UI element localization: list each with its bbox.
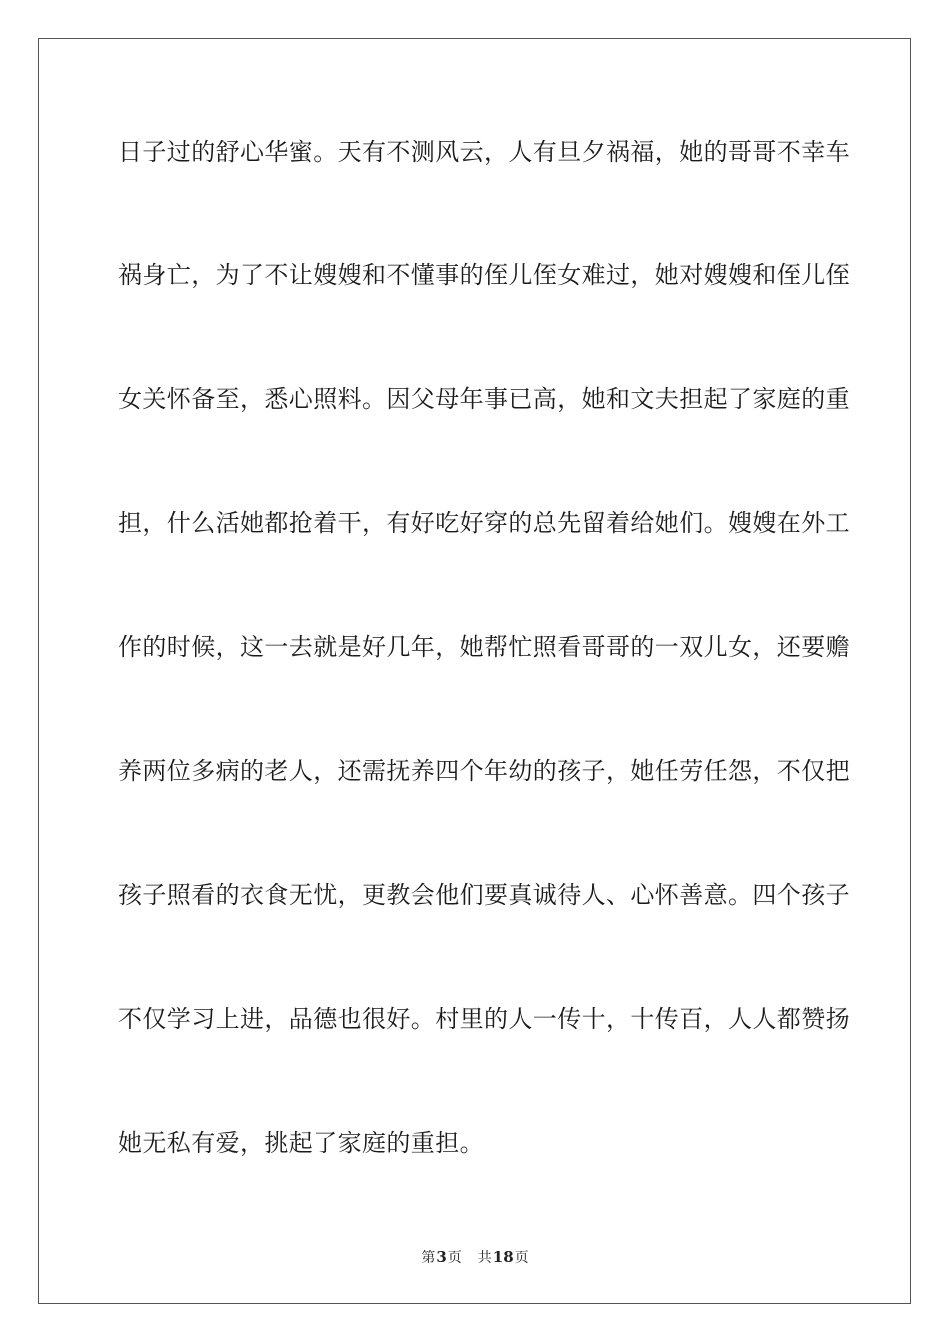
body-line-1: 日子过的舒心华蜜。天有不测风云，人有旦夕祸福，她的哥哥不幸车 (118, 138, 850, 166)
body-line-6: 养两位多病的老人，还需抚养四个年幼的孩子，她任劳任怨，不仅把 (118, 757, 850, 785)
page-footer (0, 1248, 950, 1267)
body-line-4: 担，什么活她都抢着干，有好吃好穿的总先留着给她们。嫂嫂在外工 (118, 509, 850, 537)
total-pages: 18 (492, 1248, 514, 1266)
total-prefix: 共 (477, 1250, 492, 1266)
body-line-9: 她无私有爱，挑起了家庭的重担。 (118, 1129, 484, 1157)
page-border (38, 38, 911, 1304)
body-line-2: 祸身亡，为了不让嫂嫂和不懂事的侄儿侄女难过，她对嫂嫂和侄儿侄 (118, 261, 850, 289)
page-prefix: 第 (421, 1250, 436, 1266)
body-line-3: 女关怀备至，悉心照料。因父母年事已高，她和文夫担起了家庭的重 (118, 385, 850, 413)
page-number: 3 (436, 1248, 447, 1266)
body-line-7: 孩子照看的衣食无忧，更教会他们要真诚待人、心怀善意。四个孩子 (118, 881, 850, 909)
body-line-8: 不仅学习上进，品德也很好。村里的人一传十，十传百，人人都赞扬 (118, 1005, 850, 1033)
total-suffix: 页 (514, 1250, 529, 1266)
body-line-5: 作的时候，这一去就是好几年，她帮忙照看哥哥的一双儿女，还要赡 (118, 633, 850, 661)
page-suffix: 页 (447, 1250, 462, 1266)
